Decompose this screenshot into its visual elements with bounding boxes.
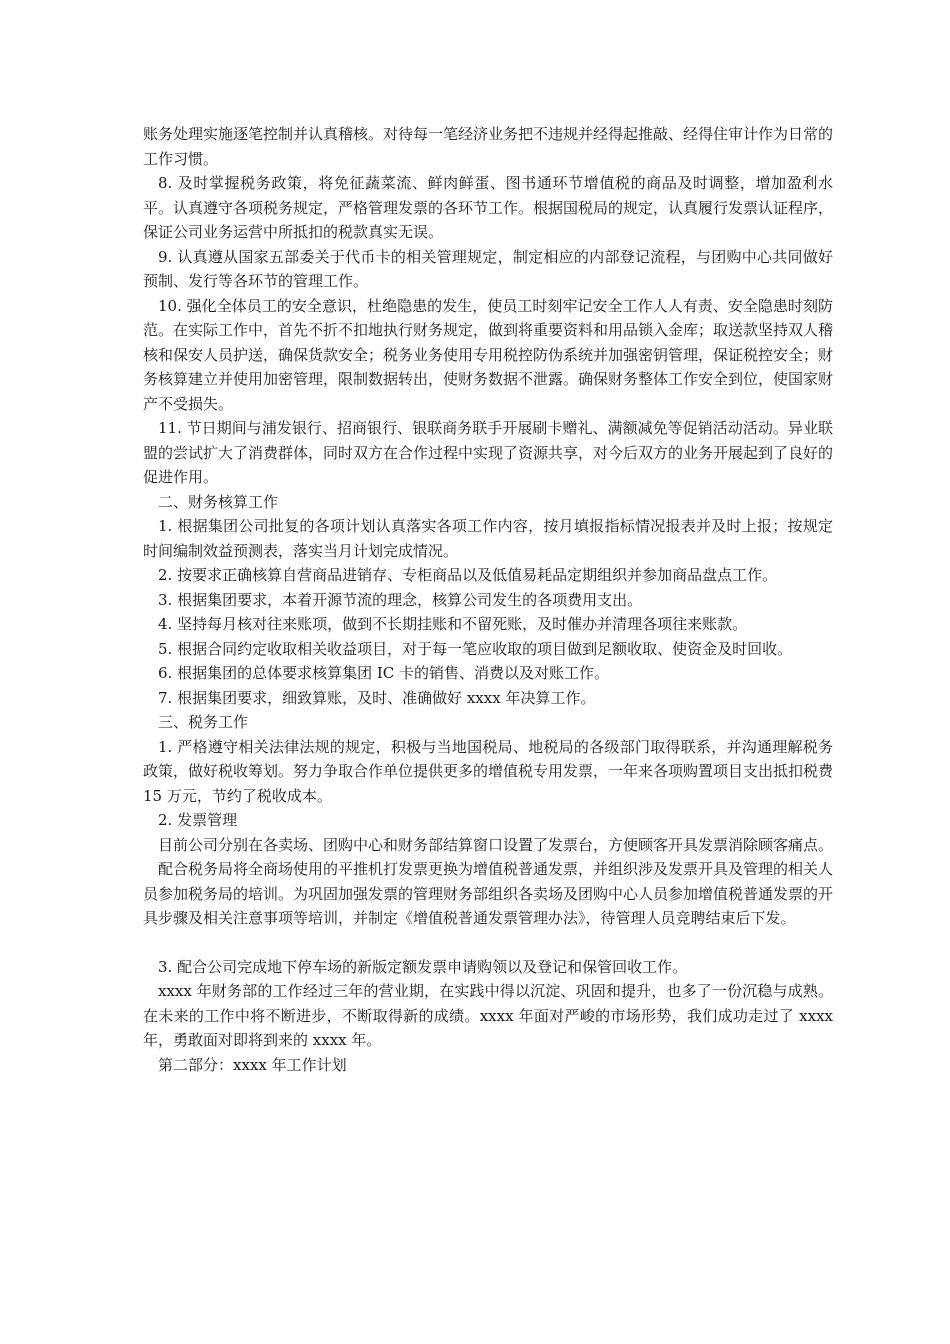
paragraph-item-10: 10. 强化全体员工的安全意识，杜绝隐患的发生，使员工时刻牢记安全工作人人有责、安全隐患时刻防范。在实际工作中，首先不折不扣地执行财务规定，做到将重要资料和用品锁入金库；取送款坚持双人稽核和保安人员护送，确保货款安全；税务业务使用专用税控防伪系统并加强密钥管理，保证税控安全；财务核算建立并使用加密管理，限制数据转出，使财务数据不泄露。确保财务整体工作安全到位，使国家财产不受损失。 <box>143 296 834 413</box>
paragraph-tax-1: 1. 严格遵守相关法律法规的规定，积极与当地国税局、地税局的各级部门取得联系，并沟通理解税务政策，做好税收筹划。努力争取合作单位提供更多的增值税专用发票，一年来各项购置项目支出抵扣税费 15 万元，节约了税收成本。 <box>143 737 834 805</box>
paragraph-item-8: 8. 及时掌握税务政策，将免征蔬菜流、鲜肉鲜蛋、图书通环节增值税的商品及时调整，增加盈利水平。认真遵守各项税务规定，严格管理发票的各环节工作。根据国税局的规定，认真履行发票认证程序，保证公司业务运营中所抵扣的税款真实无误。 <box>143 174 834 241</box>
section-heading-tax: 三、税务工作 <box>158 713 249 731</box>
paragraph-spacer <box>143 931 833 955</box>
paragraph-accounting-2: 2. 按要求正确核算自营商品进销存、专柜商品以及低值易耗品定期组织并参加商品盘点工作。 <box>158 566 778 584</box>
paragraph-summary: xxxx 年财务部的工作经过三年的营业期，在实践中得以沉淀、巩固和提升，也多了一份沉稳与成熟。在未来的工作中将不断进步，不断取得新的成绩。xxxx 年面对严峻的市场形势，我们成功走过了 xxxx 年，勇敢面对即将到来的 xxxx 年。 <box>143 982 833 1049</box>
paragraph-invoice-desk: 目前公司分别在各卖场、团购中心和财务部结算窗口设置了发票台，方便顾客开具发票消除顾客痛点。 <box>158 835 834 854</box>
paragraph-accounting-7: 7. 根据集团要求，细致算账，及时、准确做好 xxxx 年决算工作。 <box>158 688 596 707</box>
paragraph-item-9: 9. 认真遵从国家五部委关于代币卡的相关管理规定，制定相应的内部登记流程，与团购中心共同做好预制、发行等各环节的管理工作。 <box>143 247 833 290</box>
paragraph-tax-3: 3. 配合公司完成地下停车场的新版定额发票申请购领以及登记和保管回收工作。 <box>158 957 688 976</box>
paragraph-invoice-replacement: 配合税务局将全商场使用的平推机打发票更换为增值税普通发票，并组织涉及发票开具及管理的相关人员参加税务局的培训。为巩固加强发票的管理财务部组织各卖场及团购中心人员参加增值税普通发票的开具步骤及相关注意事项等培训，并制定《增值税普通发票管理办法》，待管理人员竞聘结束后下发。 <box>143 860 834 927</box>
paragraph-accounting-5: 5. 根据合同约定收取相关收益项目，对于每一笔应收取的项目做到足额收取、使资金及时回收。 <box>158 639 793 658</box>
paragraph-item-11: 11. 节日期间与浦发银行、招商银行、银联商务联手开展刷卡赠礼、满额减免等促销活动活动。异业联盟的尝试扩大了消费群体，同时双方在合作过程中实现了资源共享，对今后双方的业务开展起到了良好的促进作用。 <box>143 419 834 486</box>
paragraph-accounting-6: 6. 根据集团的总体要求核算集团 IC 卡的销售、消费以及对账工作。 <box>158 664 610 682</box>
section-heading-accounting: 二、财务核算工作 <box>158 492 279 511</box>
part-two-heading: 第二部分：xxxx 年工作计划 <box>158 1055 347 1074</box>
document-body <box>143 122 833 1077</box>
paragraph-accounting-3: 3. 根据集团要求，本着开源节流的理念，核算公司发生的各项费用支出。 <box>158 590 643 609</box>
paragraph-intro: 账务处理实施逐笔控制并认真稽核。对待每一笔经济业务把不违规并经得起推敲、经得住审计作为日常的工作习惯。 <box>143 125 834 168</box>
paragraph-accounting-4: 4. 坚持每月核对往来账项，做到不长期挂账和不留死账，及时催办并清理各项往来账款。 <box>158 615 748 633</box>
paragraph-accounting-1: 1. 根据集团公司批复的各项计划认真落实各项工作内容，按月填报指标情况报表并及时上报；按规定时间编制效益预测表，落实当月计划完成情况。 <box>143 517 833 560</box>
paragraph-tax-2-heading: 2. 发票管理 <box>158 811 238 829</box>
